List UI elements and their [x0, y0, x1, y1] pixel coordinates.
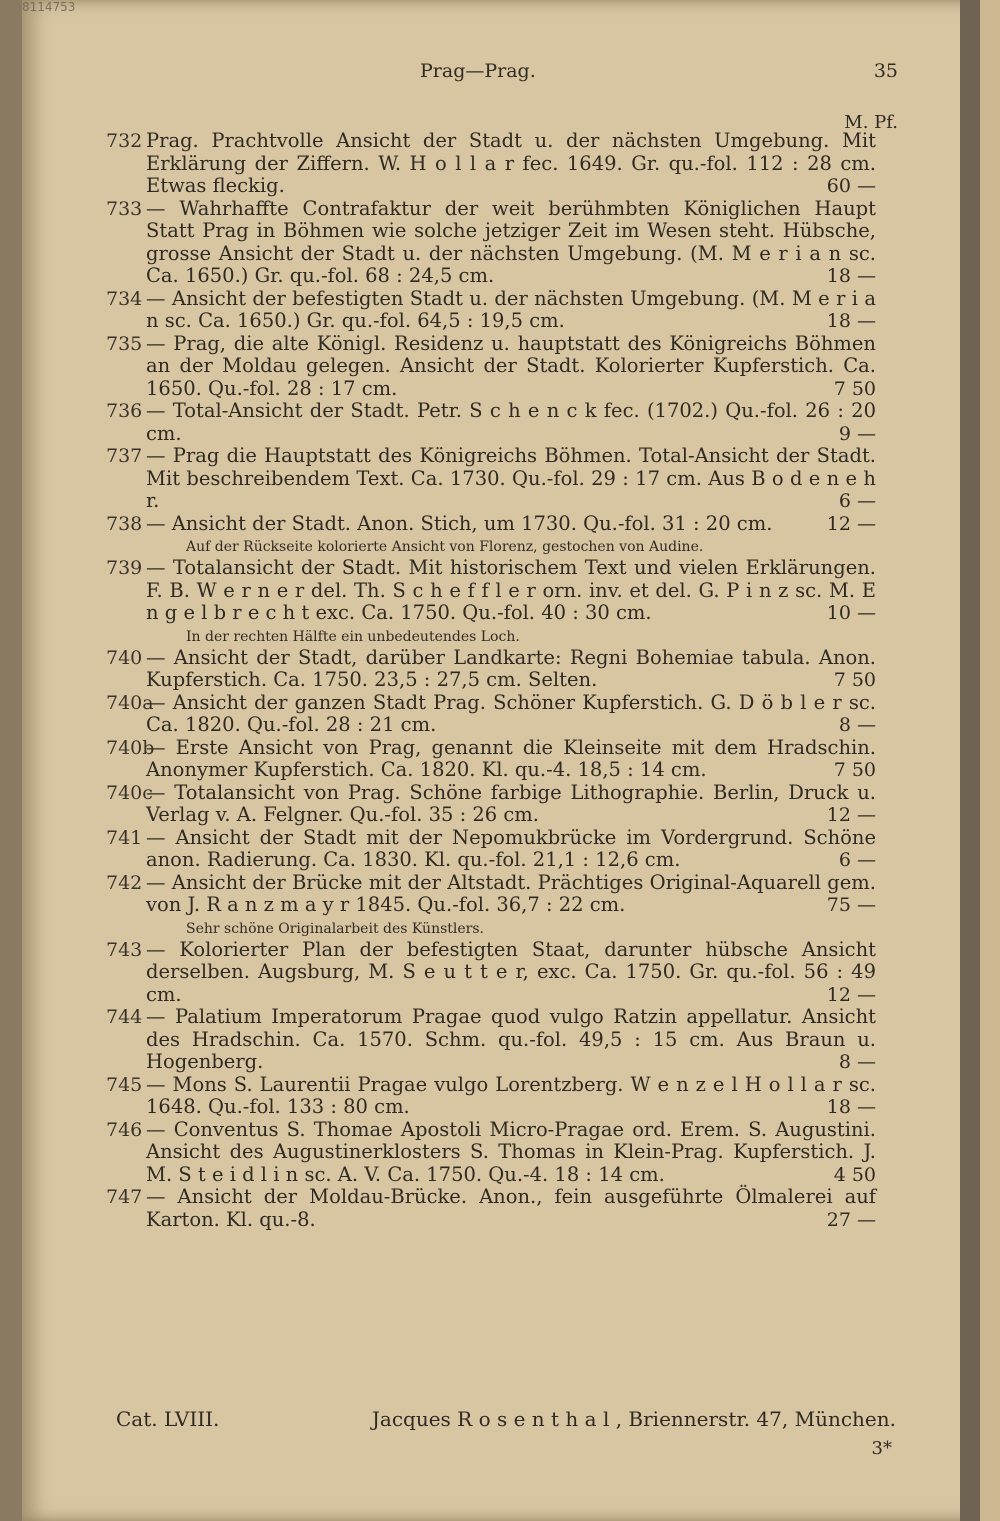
entry-description: [146, 1186, 876, 1231]
entry-price: 27 —: [826, 1208, 876, 1231]
entry-description: [146, 647, 876, 692]
entry-text: — Ansicht der Moldau-Brücke. Anon., fein ausgeführte Ölmalerei auf Karton. Kl. qu.-8.: [146, 1185, 876, 1231]
entry-price: 8 —: [838, 714, 876, 736]
entry-price: 18 —: [826, 265, 876, 287]
page-number: 35: [873, 60, 898, 82]
sheet-signature: 3*: [871, 1438, 892, 1459]
catalog-entry: [106, 870, 876, 939]
catalog-entry: [106, 556, 876, 647]
lot-number: 743: [106, 938, 143, 961]
entry-price: 8 —: [838, 1051, 876, 1073]
catalog-number: Cat. LVIII.: [116, 1407, 220, 1431]
lot-number: 740a: [106, 691, 154, 714]
entry-price: 9 —: [838, 422, 876, 445]
entry-price: 7 50: [833, 377, 876, 400]
lot-number: 744: [106, 1006, 143, 1028]
catalog-entry: [106, 1072, 876, 1119]
entry-price: 4 50: [833, 1163, 876, 1186]
entry-description: [146, 939, 876, 1007]
lot-number: 746: [106, 1118, 143, 1141]
entry-text: Prag. Prachtvolle Ansicht der Stadt u. der nächsten Umgebung. Mit Erklärung der Ziffern. W. H o l l a r fec. 1649. Gr. qu.-fol. 112 : 28 cm. Etwas fleckig.: [146, 129, 876, 197]
catalog-entry: [106, 690, 876, 737]
catalog-entry: [106, 1185, 876, 1231]
entry-text: — Totalansicht von Prag. Schöne farbige Lithographie. Berlin, Druck u. Verlag v. A. Felgner. Qu.-fol. 35 : 26 cm.: [146, 780, 876, 826]
page-header: [22, 60, 980, 90]
entry-text: — Ansicht der befestigten Stadt u. der nächsten Umgebung. (M. M e r i a n sc. Ca. 1650.) Gr. qu.-fol. 64,5 : 19,5 cm.: [146, 286, 876, 332]
entry-description: [146, 1006, 876, 1074]
lot-number: 740: [106, 646, 143, 669]
catalog-entry: [106, 511, 876, 558]
entry-text: — Total-Ansicht der Stadt. Petr. S c h e n c k fec. (1702.) Qu.-fol. 26 : 20 cm.: [146, 399, 876, 445]
catalog-entry: [106, 645, 876, 692]
entry-description: [146, 198, 876, 288]
entry-description: [146, 445, 876, 513]
entry-text: — Ansicht der Stadt. Anon. Stich, um 1730. Qu.-fol. 31 : 20 cm.: [146, 511, 773, 535]
lot-number: 738: [106, 512, 143, 535]
page-footer: [116, 1407, 896, 1431]
entry-description: [146, 737, 876, 782]
catalog-page: [22, 0, 980, 1521]
entry-text: — Kolorierter Plan der befestigten Staat, darunter hübsche Ansicht derselben. Augsburg, M. S e u t t e r, exc. Ca. 1750. Gr. qu.-fol. 56 : 49 cm.: [146, 937, 876, 1006]
entry-price: 12 —: [826, 983, 876, 1006]
entry-price: 12 —: [826, 512, 876, 535]
catalog-entry: [106, 780, 876, 827]
catalog-entry: [106, 331, 876, 401]
entry-description: [146, 692, 876, 737]
catalog-entries: [22, 130, 980, 1231]
entry-text: — Wahrhaffte Contrafaktur der weit berühmbten Königlichen Haupt Statt Prag in Böhmen wie solche jetziger Zeit im Wesen steht. Hübsche, grosse Ansicht der Stadt u. der nächsten Umgebung. (M. M e r i a n sc. Ca. 1650.) Gr. qu.-fol. 68 : 24,5 cm.: [146, 196, 876, 287]
lot-number: 742: [106, 871, 143, 894]
lot-number: 734: [106, 287, 143, 310]
entry-text: — Ansicht der Brücke mit der Altstadt. Prächtiges Original-Aquarell gem. von J. R a n z m a y r 1845. Qu.-fol. 36,7 : 22 cm.: [146, 870, 876, 916]
entry-note: Sehr schöne Originalarbeit des Künstlers.: [186, 920, 484, 937]
catalog-entry: [106, 444, 876, 513]
entry-price: 7 50: [833, 759, 876, 781]
entry-price: 18 —: [826, 310, 876, 332]
entry-description: [146, 400, 876, 445]
lot-number: 737: [106, 445, 143, 467]
catalog-entry: [106, 937, 876, 1007]
lot-number: 740c: [106, 781, 153, 804]
entry-price: 60 —: [826, 175, 876, 197]
lot-number: 739: [106, 557, 143, 579]
entry-text: — Prag, die alte Königl. Residenz u. hauptstatt des Königreichs Böhmen an der Moldau gelegen. Ansicht der Stadt. Kolorierter Kupferstich. Ca. 1650. Qu.-fol. 28 : 17 cm.: [146, 331, 876, 400]
entry-text: — Erste Ansicht von Prag, genannt die Kleinseite mit dem Hradschin. Anonymer Kupferstich. Ca. 1820. Kl. qu.-4. 18,5 : 14 cm.: [146, 735, 876, 781]
entry-price: 12 —: [826, 804, 876, 826]
library-stamp: 8114753: [22, 0, 76, 14]
entry-description: [146, 333, 876, 401]
entry-price: 6 —: [838, 490, 876, 512]
book-spine: [0, 0, 22, 1521]
catalog-entry: [106, 196, 876, 288]
entry-description: [146, 288, 876, 333]
entry-price: 6 —: [838, 849, 876, 871]
entry-text: — Totalansicht der Stadt. Mit historischem Text und vielen Erklärungen. F. B. W e r n e r del. Th. S c h e f f l e r orn. inv. et del. G. P i n z sc. M. E n g e l b r e c h t exc. Ca. 1750. Qu.-fol. 40 : 30 cm.: [146, 556, 876, 624]
entry-description: [146, 1074, 876, 1119]
entry-description: [146, 557, 876, 625]
entry-price: 10 —: [826, 602, 876, 624]
catalog-entry: [106, 286, 876, 333]
entry-description: [146, 827, 876, 872]
catalog-entry: [106, 735, 876, 782]
catalog-entry: [106, 1005, 876, 1074]
lot-number: 747: [106, 1186, 143, 1208]
entry-text: — Palatium Imperatorum Pragae quod vulgo Ratzin appellatur. Ansicht des Hradschin. Ca. 1570. Schm. qu.-fol. 49,5 : 15 cm. Aus Braun u. Hogenberg.: [146, 1005, 876, 1073]
lot-number: 741: [106, 826, 143, 849]
lot-number: 732: [106, 130, 143, 152]
lot-number: 735: [106, 332, 143, 355]
catalog-entry: [106, 399, 876, 445]
lot-number: 733: [106, 197, 143, 220]
entry-note: In der rechten Hälfte ein unbedeutendes Loch.: [186, 628, 520, 645]
entry-text: — Mons S. Laurentii Pragae vulgo Lorentzberg. W e n z e l H o l l a r sc. 1648. Qu.-fol. 133 : 80 cm.: [146, 1072, 876, 1118]
lot-number: 736: [106, 400, 143, 422]
entry-description: [146, 782, 876, 827]
entry-description: [146, 872, 876, 917]
currency-header: M. Pf.: [844, 112, 898, 133]
entry-price: 75 —: [826, 894, 876, 916]
entry-text: — Ansicht der Stadt mit der Nepomukbrücke im Vordergrund. Schöne anon. Radierung. Ca. 1830. Kl. qu.-fol. 21,1 : 12,6 cm.: [146, 825, 876, 871]
entry-description: [146, 1119, 876, 1187]
entry-description: [146, 513, 876, 536]
running-title: Prag—Prag.: [420, 60, 536, 82]
entry-text: — Ansicht der ganzen Stadt Prag. Schöner Kupferstich. G. D ö b l e r sc. Ca. 1820. Qu.-fol. 28 : 21 cm.: [146, 690, 876, 736]
lot-number: 745: [106, 1073, 143, 1096]
entry-text: — Conventus S. Thomae Apostoli Micro-Pragae ord. Erem. S. Augustini. Ansicht des Augustinerklosters S. Thomas in Klein-Prag. Kupferstich. J. M. S t e i d l i n sc. A. V. Ca. 1750. Qu.-4. 18 : 14 cm.: [146, 1117, 876, 1186]
entry-text: — Prag die Hauptstatt des Königreichs Böhmen. Total-Ansicht der Stadt. Mit beschreibendem Text. Ca. 1730. Qu.-fol. 29 : 17 cm. Aus B o d e n e h r.: [146, 444, 876, 512]
catalog-entry: [106, 825, 876, 872]
entry-note: Auf der Rückseite kolorierte Ansicht von Florenz, gestochen von Audine.: [186, 539, 704, 555]
publisher-address: Jacques R o s e n t h a l , Briennerstr. 47, München.: [371, 1407, 896, 1431]
catalog-entry: [106, 129, 876, 198]
entry-description: [146, 130, 876, 198]
entry-price: 18 —: [826, 1096, 876, 1118]
catalog-entry: [106, 1117, 876, 1187]
entry-price: 7 50: [833, 669, 876, 691]
lot-number: 740b: [106, 736, 155, 759]
entry-text: — Ansicht der Stadt, darüber Landkarte: Regni Bohemiae tabula. Anon. Kupferstich. Ca. 1750. 23,5 : 27,5 cm. Selten.: [146, 645, 876, 691]
